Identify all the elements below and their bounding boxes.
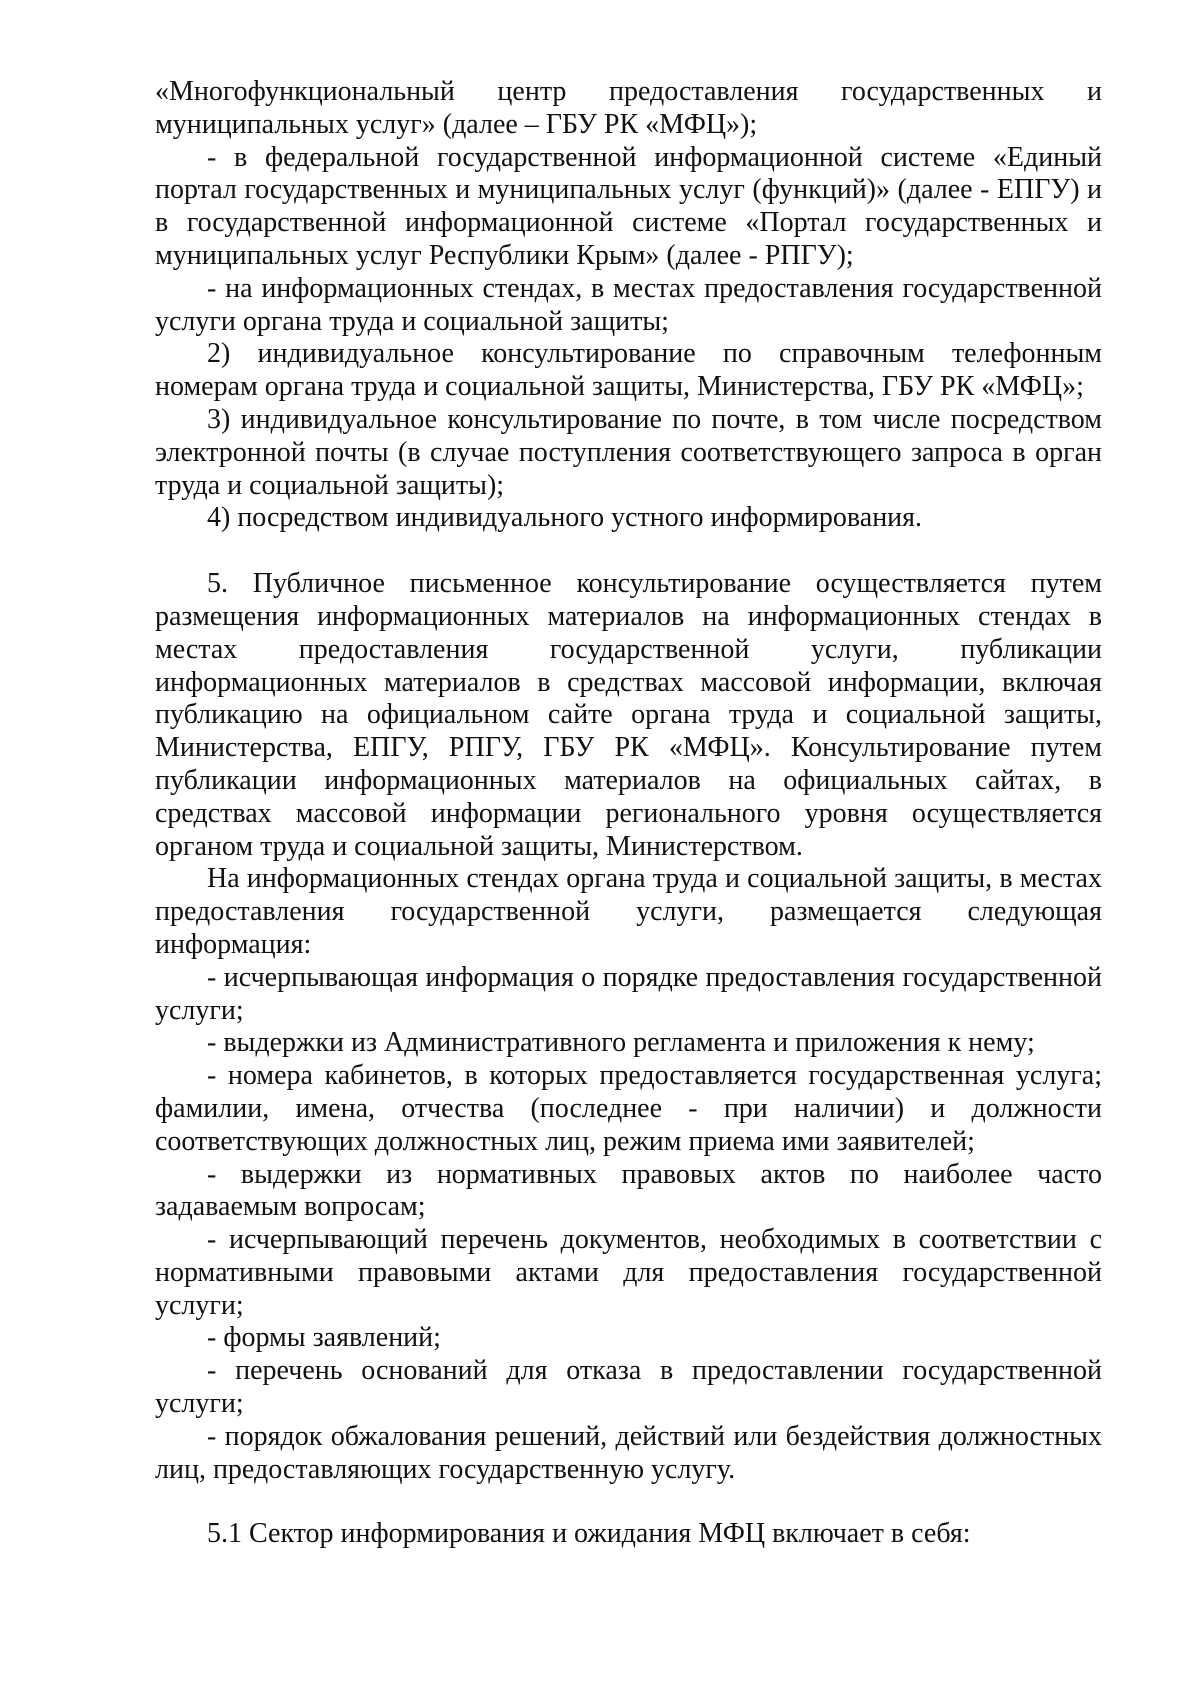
- paragraph-section-5: 5. Публичное письменное консультирование осуществляется путем размещения информационных материалов на информационных стендах в местах предоставления государственной услуги, публикации информационных материалов в средствах массовой информации, включая публикацию на официальном сайте органа труда и социальной защиты, Министерства, ЕПГУ, РПГУ, ГБУ РК «МФЦ». Консультирование путем публикации информационных материалов на официальных сайтах, в средствах массовой информации регионального уровня осуществляется органом труда и социальной защиты, Министерством.: [155, 568, 1102, 862]
- list-item-appeal-procedure: - порядок обжалования решений, действий или бездействия должностных лиц, предоставляющих государственную услугу.: [155, 1420, 1102, 1485]
- paragraph-phone-consulting: 2) индивидуальное консультирование по справочным телефонным номерам органа труда и социальной защиты, Министерства, ГБУ РК «МФЦ»;: [155, 338, 1102, 403]
- list-item-application-forms: - формы заявлений;: [207, 1322, 441, 1354]
- list-item-office-numbers: - номера кабинетов, в которых предоставляется государственная услуга; фамилии, имена, отчества (последнее - при наличии) и должности соответствующих должностных лиц, режим приема ими заявителей;: [155, 1060, 1102, 1157]
- paragraph-stands-info-intro: На информационных стендах органа труда и социальной защиты, в местах предоставления государственной услуги, размещается следующая информация:: [155, 863, 1102, 960]
- list-item-procedure-info: - исчерпывающая информация о порядке предоставления государственной услуги;: [155, 961, 1102, 1026]
- paragraph-oral-informing: 4) посредством индивидуального устного информирования.: [207, 502, 923, 534]
- paragraph-section-5-1: 5.1 Сектор информирования и ожидания МФЦ включает в себя:: [207, 1518, 971, 1550]
- paragraph-mail-consulting: 3) индивидуальное консультирование по почте, в том числе посредством электронной почты (в случае поступления соответствующего запроса в орган труда и социальной защиты);: [155, 403, 1102, 501]
- paragraph-spacer: [155, 535, 1102, 568]
- list-item-legal-excerpts: - выдержки из нормативных правовых актов по наиболее часто задаваемым вопросам;: [155, 1158, 1102, 1223]
- paragraph-mfc-name: «Многофункциональный центр предоставления государственных и муниципальных услуг» (далее – ГБУ РК «МФЦ»);: [155, 76, 1102, 140]
- paragraph-spacer: [155, 1486, 1102, 1518]
- list-item-refusal-grounds: - перечень оснований для отказа в предоставлении государственной услуги;: [155, 1355, 1102, 1420]
- document-body: [155, 76, 1102, 1551]
- paragraph-epgu-rpgu: - в федеральной государственной информационной системе «Единый портал государственных и муниципальных услуг (функций)» (далее - ЕПГУ) и в государственной информационной системе «Портал государственных и муниципальных услуг Республики Крым» (далее - РПГУ);: [155, 141, 1102, 271]
- list-item-documents-list: - исчерпывающий перечень документов, необходимых в соответствии с нормативными правовыми актами для предоставления государственной услуги;: [155, 1224, 1102, 1321]
- list-item-regulation-excerpts: - выдержки из Административного регламента и приложения к нему;: [207, 1027, 1035, 1059]
- paragraph-info-stands: - на информационных стендах, в местах предоставления государственной услуги органа труда и социальной защиты;: [155, 272, 1102, 337]
